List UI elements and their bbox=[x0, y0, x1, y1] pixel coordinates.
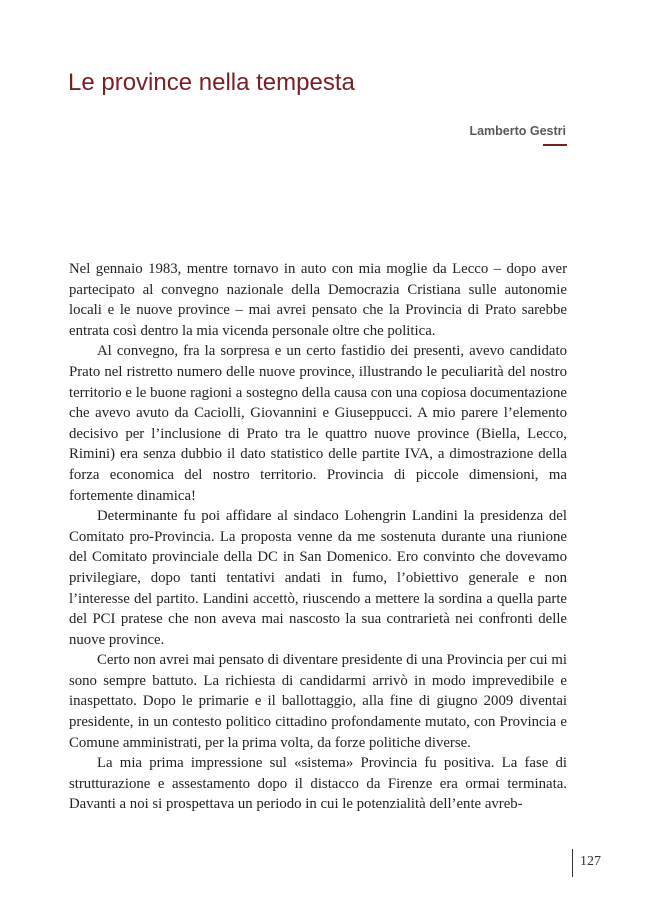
author-underline bbox=[543, 144, 567, 146]
page-number: 127 bbox=[580, 854, 601, 869]
paragraph-3: Determinante fu poi affidare al sindaco Lohengrin Landini la presidenza del Comitato pro-Provincia. La proposta venne da me sostenuta durante una riunione del Comitato provinciale della DC in San Domenico. Ero convinto che dovevamo privilegiare, dopo tanti tentativi andati in fumo, l’obiettivo generale e non l’interesse del partito. Landini accettò, riuscendo a mettere la sordina a quella parte del PCI pratese che non aveva mai nascosto la sua contrarietà nei confronti delle nuove province. bbox=[69, 508, 567, 648]
paragraph-1: Nel gennaio 1983, mentre tornavo in auto con mia moglie da Lecco – dopo aver partecipato al convegno nazionale della Democrazia Cristiana sulle autonomie locali e le nuove province – mai avrei pensato che la Provincia di Prato sarebbe entrata così dentro la mia vicenda personale oltre che politica. bbox=[69, 261, 567, 339]
page-number-rule bbox=[572, 849, 573, 877]
paragraph-4: Certo non avrei mai pensato di diventare presidente di una Provincia per cui mi sono sempre battuto. La richiesta di candidarmi arrivò in modo imprevedibile e inaspettato. Dopo le primarie e il ballottaggio, alla fine di giugno 2009 diventai presidente, in un contesto politico cittadino profondamente mutato, con Provincia e Comune amministrati, per la prima volta, da forze politiche diverse. bbox=[69, 652, 567, 751]
chapter-title: Le province nella tempesta bbox=[68, 69, 355, 96]
body-text bbox=[69, 259, 567, 815]
paragraph-5: La mia prima impressione sul «sistema» Provincia fu positiva. La fase di strutturazione e assestamento dopo il distacco da Firenze era ormai terminata. Davanti a noi si prospettava un periodo in cui le potenzialità dell’ente avreb- bbox=[69, 755, 567, 813]
paragraph-2: Al convegno, fra la sorpresa e un certo fastidio dei presenti, avevo candidato Prato nel ristretto numero delle nuove province, illustrando le peculiarità del nostro territorio e le buone ragioni a sostegno della causa con una copiosa documentazione che avevo avuto da Caciolli, Giovannini e Giuseppucci. A mio parere l’elemento decisivo per l’inclusione di Prato tra le quattro nuove province (Biella, Lecco, Rimini) era senza dubbio il dato statistico delle partite IVA, a dimostrazione della forza economica del nostro territorio. Provincia di piccole dimensioni, ma fortemente dinamica! bbox=[69, 343, 567, 504]
author-name: Lamberto Gestri bbox=[469, 124, 566, 138]
